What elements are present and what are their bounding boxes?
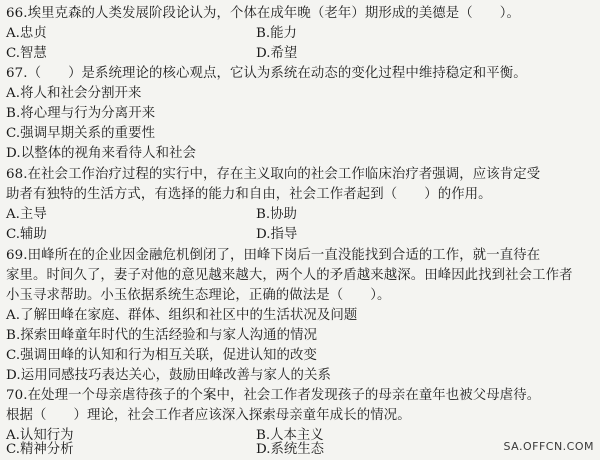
question-67-stem: 67.（ ）是系统理论的核心观点，它认为系统在动态的变化过程中维持稳定和平衡。 (6, 66, 527, 81)
question-70-stem-line-1: 70.在处理一个母亲虐待孩子的个案中，社会工作者发现孩子的母亲在童年也被父母虐待。 (6, 388, 541, 403)
question-68-option-a: A.主导 (6, 207, 47, 222)
question-69-option-a: A.了解田峰在家庭、群体、组织和社区中的生活状况及问题 (6, 308, 358, 323)
question-67-option-d: D.以整体的视角来看待人和社会 (6, 146, 197, 161)
question-66-option-a: A.忠贞 (6, 26, 47, 41)
watermark: SA.OFFCN.COM (503, 440, 594, 453)
question-68-stem-line-2: 助者有独特的生活方式，有选择的能力和自由，社会工作者起到（ ）的作用。 (6, 187, 492, 202)
question-70-stem-line-2: 根据（ ）理论，社会工作者应该深入探索母亲童年成长的情况。 (6, 408, 411, 423)
question-68-stem-line-1: 68.在社会工作治疗过程的实行中，存在主义取向的社会工作临床治疗者强调，应该肯定受 (6, 167, 541, 182)
question-67-option-c: C.强调早期关系的重要性 (6, 126, 156, 141)
question-70-option-d: D.系统生态 (256, 442, 325, 457)
question-69-option-b: B.探索田峰童年时代的生活经验和与家人沟通的情况 (6, 328, 318, 343)
question-66-stem: 66.埃里克森的人类发展阶段论认为，个体在成年晚（老年）期形成的美德是（ ）。 (6, 6, 521, 21)
question-69-stem-line-3: 小玉寻求帮助。小玉依据系统生态理论，正确的做法是（ ）。 (6, 288, 391, 303)
question-69-stem-line-2: 家里。时间久了，妻子对他的意见越来越大，两个人的矛盾越来越深。田峰因此找到社会工作者 (6, 268, 573, 283)
question-70-option-a: A.认知行为 (6, 428, 74, 443)
question-66-option-c: C.智慧 (6, 46, 47, 61)
question-68-option-c: C.辅助 (6, 227, 47, 242)
question-68-option-b: B.协助 (256, 207, 297, 222)
question-68-option-d: D.指导 (256, 227, 298, 242)
question-69-stem-line-1: 69.田峰所在的企业因金融危机倒闭了，田峰下岗后一直没能找到合适的工作，就一直待在 (6, 248, 541, 263)
question-66-option-b: B.能力 (256, 26, 297, 41)
question-66-option-d: D.希望 (256, 46, 298, 61)
question-69-option-c: C.强调田峰的认知和行为相互关联，促进认知的改变 (6, 348, 318, 363)
question-69-option-d: D.运用同感技巧表达关心，鼓励田峰改善与家人的关系 (6, 368, 331, 383)
question-67-option-b: B.将心理与行为分离开来 (6, 106, 156, 121)
question-67-option-a: A.将人和社会分割开来 (6, 86, 142, 101)
question-70-option-c: C.精神分析 (6, 442, 74, 457)
question-70-option-b: B.人本主义 (256, 428, 324, 443)
